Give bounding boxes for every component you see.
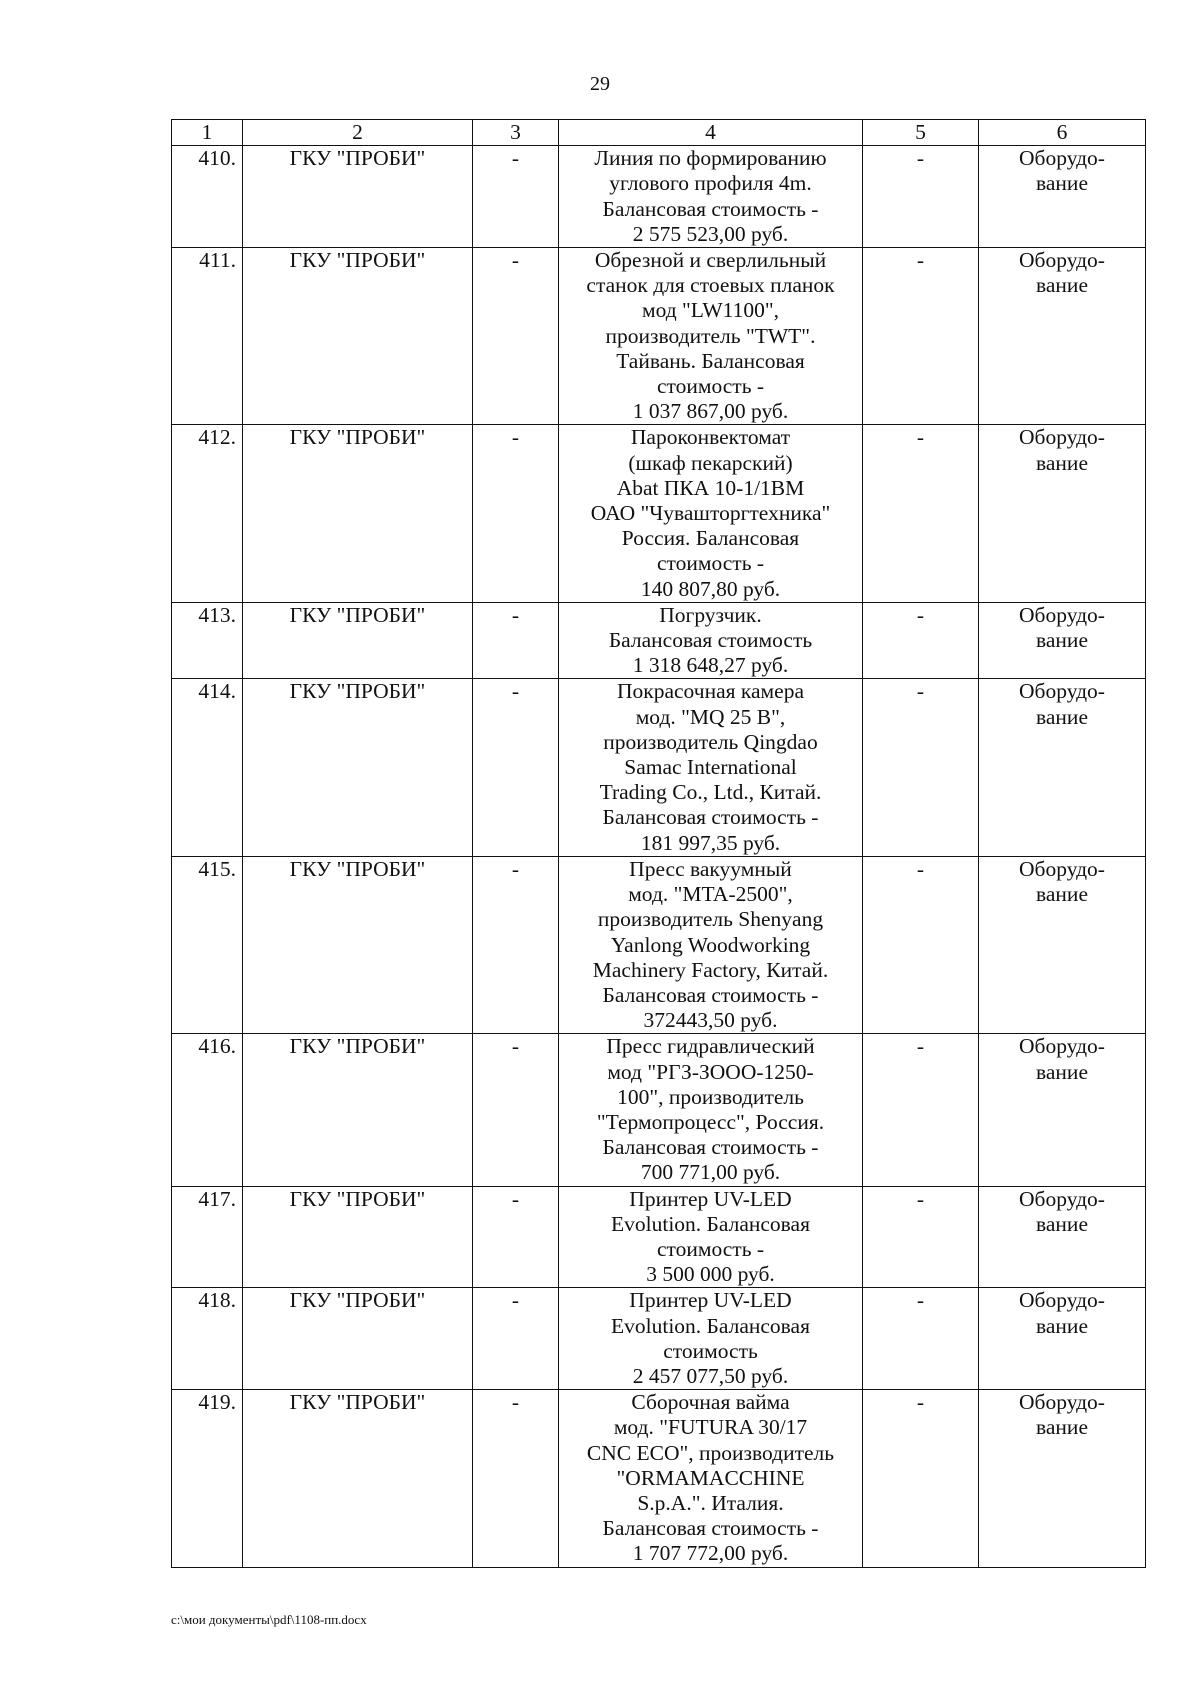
column-3-cell: - [473, 679, 559, 856]
type-cell: Оборудо- вание [979, 425, 1146, 602]
holder-cell: ГКУ "ПРОБИ" [243, 679, 473, 856]
column-header: 1 [172, 120, 243, 146]
row-number: 410. [172, 146, 243, 248]
property-table [171, 119, 1146, 1568]
column-3-cell: - [473, 1390, 559, 1567]
table-row [172, 425, 1146, 602]
description-cell: Обрезной и сверлильный станок для стоевых планок мод "LW1100", производитель "TWT". Тайвань. Балансовая стоимость - 1 037 867,00 руб. [559, 248, 863, 425]
column-header: 6 [979, 120, 1146, 146]
description-cell: Покрасочная камера мод. "MQ 25 B", производитель Qingdao Samac International Trading Co., Ltd., Китай. Балансовая стоимость - 181 997,35 руб. [559, 679, 863, 856]
column-3-cell: - [473, 248, 559, 425]
column-header: 4 [559, 120, 863, 146]
table-row [172, 146, 1146, 248]
row-number: 419. [172, 1390, 243, 1567]
table-row [172, 248, 1146, 425]
type-cell: Оборудо- вание [979, 1186, 1146, 1288]
column-5-cell: - [863, 146, 979, 248]
column-3-cell: - [473, 425, 559, 602]
holder-cell: ГКУ "ПРОБИ" [243, 248, 473, 425]
holder-cell: ГКУ "ПРОБИ" [243, 856, 473, 1033]
description-cell: Пароконвектомат (шкаф пекарский) Abat ПКА 10-1/1ВМ ОАО "Чувашторгтехника" Россия. Балансовая стоимость - 140 807,80 руб. [559, 425, 863, 602]
description-cell: Сборочная вайма мод. "FUTURA 30/17 CNC ECO", производитель "ORMAMACCHINE S.p.A.". Италия. Балансовая стоимость - 1 707 772,00 руб. [559, 1390, 863, 1567]
type-cell: Оборудо- вание [979, 1288, 1146, 1390]
type-cell: Оборудо- вание [979, 1034, 1146, 1186]
column-5-cell: - [863, 602, 979, 679]
holder-cell: ГКУ "ПРОБИ" [243, 1288, 473, 1390]
column-5-cell: - [863, 679, 979, 856]
description-cell: Пресс гидравлический мод "РГЗ-ЗООО-1250- 100", производитель "Термопроцесс", Россия. Балансовая стоимость - 700 771,00 руб. [559, 1034, 863, 1186]
table-row [172, 1390, 1146, 1567]
column-3-cell: - [473, 1034, 559, 1186]
table-row [172, 856, 1146, 1033]
holder-cell: ГКУ "ПРОБИ" [243, 1186, 473, 1288]
column-3-cell: - [473, 602, 559, 679]
column-3-cell: - [473, 1288, 559, 1390]
column-5-cell: - [863, 1034, 979, 1186]
type-cell: Оборудо- вание [979, 856, 1146, 1033]
holder-cell: ГКУ "ПРОБИ" [243, 602, 473, 679]
column-5-cell: - [863, 248, 979, 425]
row-number: 414. [172, 679, 243, 856]
file-path-footer: c:\мои документы\pdf\1108-пп.docx [171, 1612, 367, 1627]
type-cell: Оборудо- вание [979, 146, 1146, 248]
table-row [172, 1034, 1146, 1186]
description-cell: Принтер UV-LED Evolution. Балансовая стоимость - 3 500 000 руб. [559, 1186, 863, 1288]
type-cell: Оборудо- вание [979, 679, 1146, 856]
description-cell: Пресс вакуумный мод. "MTA-2500", производитель Shenyang Yanlong Woodworking Machinery Factory, Китай. Балансовая стоимость - 372443,50 руб. [559, 856, 863, 1033]
column-5-cell: - [863, 856, 979, 1033]
description-cell: Погрузчик. Балансовая стоимость 1 318 648,27 руб. [559, 602, 863, 679]
column-5-cell: - [863, 1390, 979, 1567]
page-number: 29 [590, 73, 610, 95]
column-header: 5 [863, 120, 979, 146]
column-5-cell: - [863, 1288, 979, 1390]
type-cell: Оборудо- вание [979, 602, 1146, 679]
description-cell: Линия по формированию углового профиля 4m. Балансовая стоимость - 2 575 523,00 руб. [559, 146, 863, 248]
holder-cell: ГКУ "ПРОБИ" [243, 146, 473, 248]
table-row [172, 1186, 1146, 1288]
type-cell: Оборудо- вание [979, 1390, 1146, 1567]
row-number: 418. [172, 1288, 243, 1390]
header-row [172, 120, 1146, 146]
column-header: 2 [243, 120, 473, 146]
row-number: 412. [172, 425, 243, 602]
table-row [172, 679, 1146, 856]
holder-cell: ГКУ "ПРОБИ" [243, 1390, 473, 1567]
table-row [172, 1288, 1146, 1390]
row-number: 417. [172, 1186, 243, 1288]
table-row [172, 602, 1146, 679]
row-number: 413. [172, 602, 243, 679]
holder-cell: ГКУ "ПРОБИ" [243, 1034, 473, 1186]
row-number: 411. [172, 248, 243, 425]
column-5-cell: - [863, 1186, 979, 1288]
column-3-cell: - [473, 856, 559, 1033]
column-3-cell: - [473, 146, 559, 248]
row-number: 416. [172, 1034, 243, 1186]
holder-cell: ГКУ "ПРОБИ" [243, 425, 473, 602]
column-5-cell: - [863, 425, 979, 602]
description-cell: Принтер UV-LED Evolution. Балансовая стоимость 2 457 077,50 руб. [559, 1288, 863, 1390]
row-number: 415. [172, 856, 243, 1033]
column-header: 3 [473, 120, 559, 146]
column-3-cell: - [473, 1186, 559, 1288]
type-cell: Оборудо- вание [979, 248, 1146, 425]
